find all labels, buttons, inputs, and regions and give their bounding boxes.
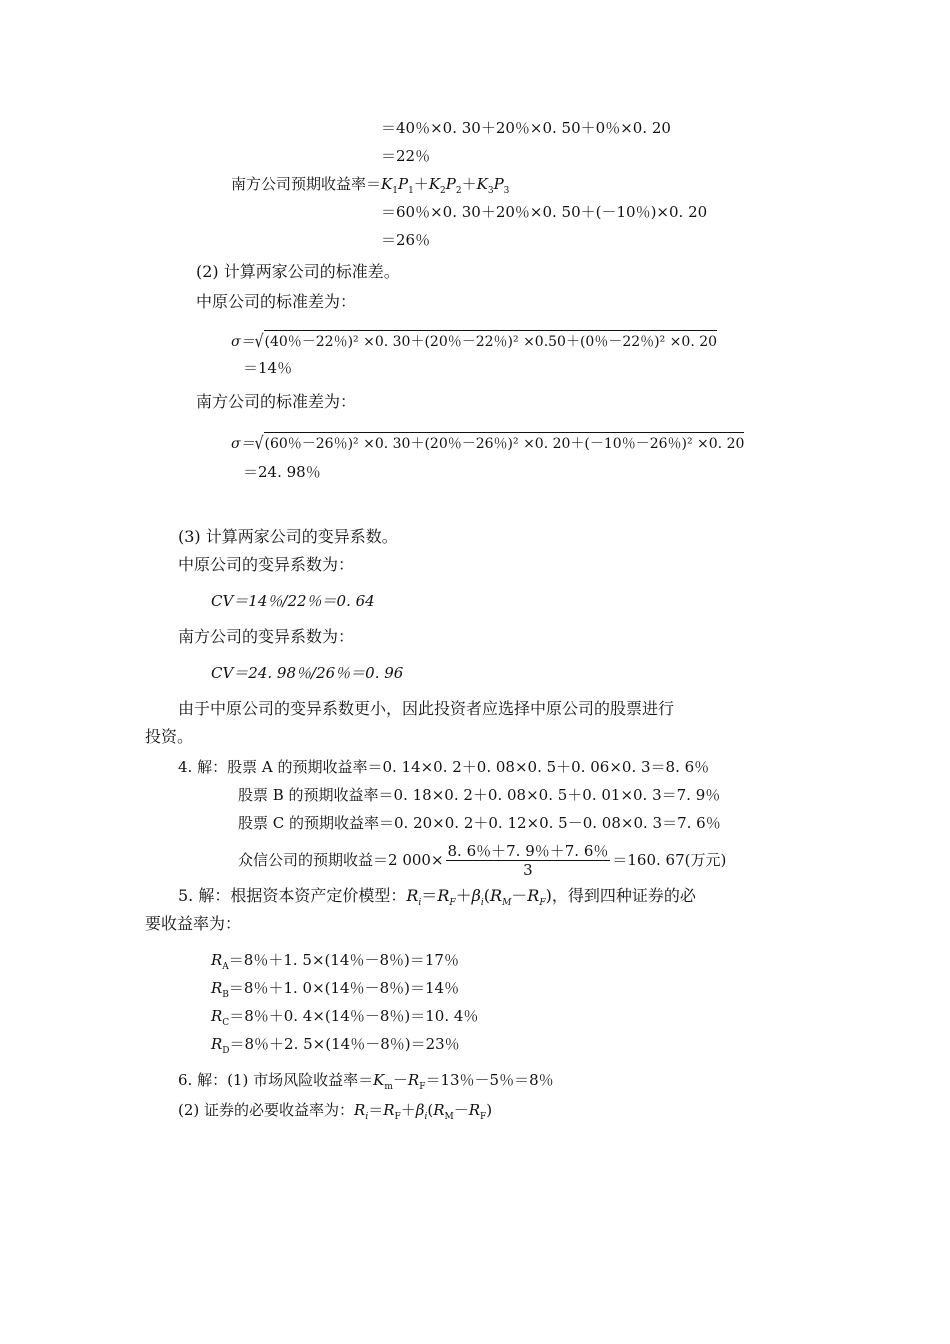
paragraph: 南方公司的变异系数为： bbox=[178, 627, 355, 646]
paragraph: 投资。 bbox=[145, 727, 194, 746]
answer-line: (2) 证券的必要收益率为：$R_i=R_F+\beta_i(R_M-R_F)$ bbox=[178, 1101, 493, 1122]
formula-line: $R_B=8$％＋1. 0×(14％－8％)＝14％ bbox=[211, 979, 460, 1000]
sigma-symbol: σ＝ bbox=[231, 334, 255, 350]
formula-line: $R_D=8$％＋2. 5×(14％－8％)＝23％ bbox=[211, 1035, 460, 1056]
answer-line: 股票 C 的预期收益率＝0. 20×0. 2＋0. 12×0. 5－0. 08×0. 3＝7. 6％ bbox=[238, 814, 721, 832]
paragraph: 要收益率为： bbox=[145, 914, 242, 933]
formula-line: 南方公司预期收益率$=K_1P_1+K_2P_2+K_3P_3$ bbox=[231, 175, 510, 196]
formula-line: $R_A=8$％＋1. 5×(14％－8％)＝17％ bbox=[211, 951, 459, 972]
section-heading: (2) 计算两家公司的标准差。 bbox=[196, 262, 400, 281]
text-label: 南方公司预期收益率＝ bbox=[231, 175, 382, 193]
paragraph: 中原公司的变异系数为： bbox=[178, 555, 355, 574]
formula-line: CV＝14％/22％＝0. 64 bbox=[211, 592, 375, 610]
paragraph: 中原公司的标准差为： bbox=[196, 292, 357, 311]
formula-line bbox=[231, 432, 744, 454]
formula-line: ＝14％ bbox=[243, 359, 293, 377]
paragraph: 南方公司的标准差为： bbox=[196, 392, 357, 411]
paragraph: 5. 解：根据资本资产定价模型：$R_i=R_F+\beta_i(R_M-R_F)$，得到四种证券的必 bbox=[178, 886, 696, 909]
square-root: √(60％－26％)² ×0. 30＋(20％－26％)² ×0. 20＋(－10％－26％)² ×0. 20 bbox=[254, 434, 745, 454]
square-root: √(40％－22％)² ×0. 30＋(20％－22％)² ×0.50＋(0％－22％)² ×0. 20 bbox=[254, 332, 718, 352]
formula-line: ＝40％×0. 30＋20％×0. 50＋0％×0. 20 bbox=[381, 119, 671, 137]
answer-line: 4. 解：股票 A 的预期收益率＝0. 14×0. 2＋0. 08×0. 5＋0. 06×0. 3＝8. 6％ bbox=[178, 758, 710, 776]
paragraph: 由于中原公司的变异系数更小，因此投资者应选择中原公司的股票进行 bbox=[178, 699, 675, 718]
sigma-symbol: σ＝ bbox=[231, 436, 255, 452]
formula-line: ＝60％×0. 30＋20％×0. 50＋(－10％)×0. 20 bbox=[381, 203, 708, 221]
formula-line: CV＝24. 98％/26％＝0. 96 bbox=[211, 664, 404, 682]
section-heading: (3) 计算两家公司的变异系数。 bbox=[178, 527, 398, 546]
answer-line: 6. 解：(1) 市场风险收益率$=K_m-R_F=13$％－5％＝8％ bbox=[178, 1071, 554, 1092]
formula-line: ＝24. 98％ bbox=[243, 463, 321, 481]
formula-line: ＝22％ bbox=[381, 147, 431, 165]
fraction: $\frac{8. 6\%+7. 9\%+7. 6\%}{3}$ bbox=[447, 841, 609, 879]
formula-line bbox=[231, 330, 717, 352]
formula-line: ＝26％ bbox=[381, 231, 431, 249]
answer-line: 股票 B 的预期收益率＝0. 18×0. 2＋0. 08×0. 5＋0. 01×0. 3＝7. 9％ bbox=[238, 786, 721, 804]
formula-line: 众信公司的预期收益＝2 000× $\frac{8. 6\%+7. 9\%+7. 6\%}{3}$ ＝160. 67(万元) bbox=[238, 841, 727, 879]
formula-line: $R_C=8$％＋0. 4×(14％－8％)＝10. 4％ bbox=[211, 1007, 479, 1028]
